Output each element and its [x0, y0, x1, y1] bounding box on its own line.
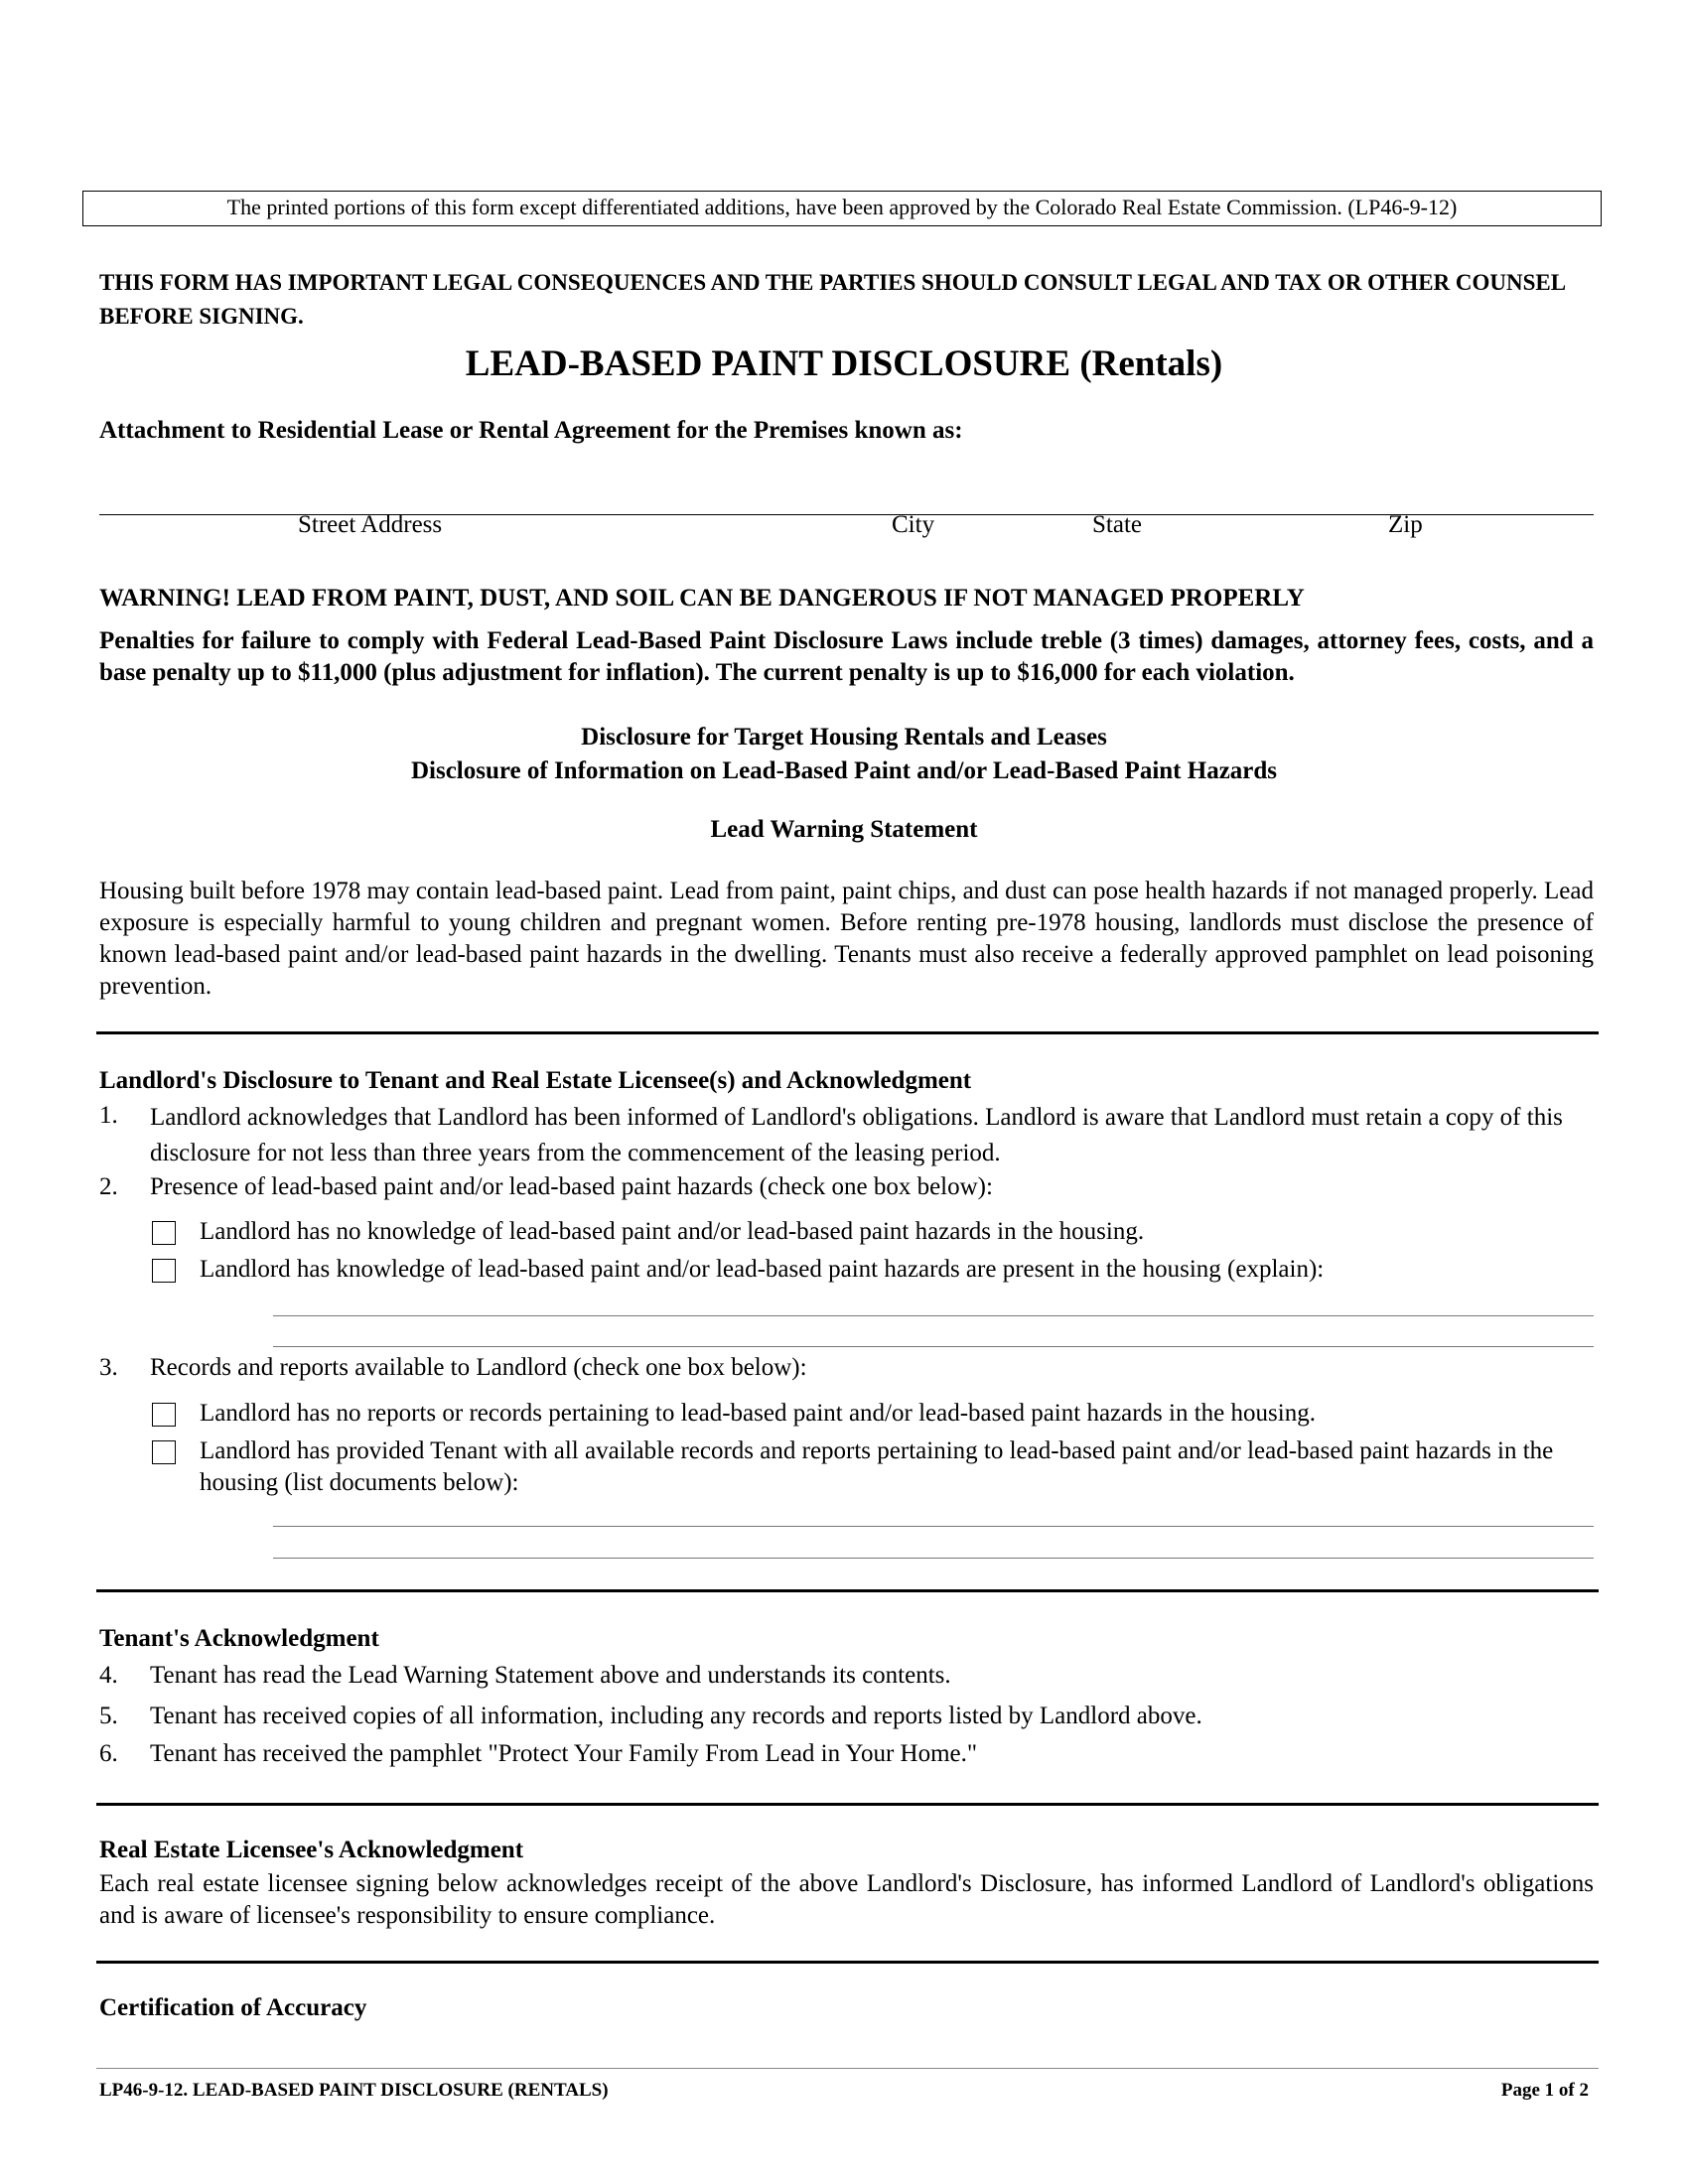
section-divider	[96, 1803, 1599, 1806]
item-number: 5.	[99, 1703, 118, 1729]
approval-notice: The printed portions of this form except differentiated additions, have been approved by the Colorado Real Estate Commission. (LP46-9-12)	[82, 191, 1602, 226]
item-number: 6.	[99, 1740, 118, 1767]
city-label: City	[892, 511, 935, 538]
item-number: 2.	[99, 1173, 118, 1200]
provided-reports-checkbox[interactable]	[152, 1440, 176, 1464]
legal-warning: THIS FORM HAS IMPORTANT LEGAL CONSEQUENCES AND THE PARTIES SHOULD CONSULT LEGAL AND TAX OR OTHER COUNSEL BEFORE SIGNING.	[99, 270, 1565, 329]
state-label: State	[1092, 511, 1142, 538]
section-divider	[96, 1961, 1599, 1964]
page-title: LEAD-BASED PAINT DISCLOSURE (Rentals)	[465, 343, 1223, 384]
tenant-item-6-text: Tenant has received the pamphlet "Protect Your Family From Lead in Your Home."	[150, 1740, 978, 1767]
landlord-item-2-text: Presence of lead-based paint and/or lead-based paint hazards (check one box below):	[150, 1173, 993, 1200]
no-reports-label: Landlord has no reports or records pertaining to lead-based paint and/or lead-based paint hazards in the housing.	[200, 1400, 1316, 1427]
item-number: 1.	[99, 1102, 118, 1129]
footer-divider	[96, 2068, 1599, 2069]
penalties-text: Penalties for failure to comply with Federal Lead-Based Paint Disclosure Laws include treble (3 times) damages, attorney fees, costs, and a base penalty up to $11,000 (plus adjustment for inflation). The current penalty is up to $16,000 for each violation.	[99, 627, 1594, 686]
disclosure-heading-information: Disclosure of Information on Lead-Based Paint and/or Lead-Based Paint Hazards	[410, 757, 1278, 784]
landlord-item-3-text: Records and reports available to Landlord (check one box below):	[150, 1354, 807, 1381]
warning-headline: WARNING! LEAD FROM PAINT, DUST, AND SOIL CAN BE DANGEROUS IF NOT MANAGED PROPERLY	[99, 585, 1305, 612]
landlord-item-1-text: Landlord acknowledges that Landlord has been informed of Landlord's obligations. Landlord is aware that Landlord must retain a copy of this disclosure for not less than three years from the commencement of the leasing period.	[150, 1104, 1563, 1166]
has-knowledge-checkbox[interactable]	[152, 1259, 176, 1283]
lead-warning-statement-heading: Lead Warning Statement	[710, 816, 978, 843]
section-divider	[96, 1589, 1599, 1592]
no-reports-checkbox[interactable]	[152, 1403, 176, 1427]
has-knowledge-label: Landlord has knowledge of lead-based paint and/or lead-based paint hazards are present in the housing (explain):	[200, 1256, 1325, 1283]
lead-warning-statement-text: Housing built before 1978 may contain lead-based paint. Lead from paint, paint chips, and dust can pose health hazards if not managed properly. Lead exposure is especially harmful to young children and pregnant women. Before renting pre-1978 housing, landlords must disclose the presence of known lead-based paint and/or lead-based paint hazards in the dwelling. Tenants must also receive a federally approved pamphlet on lead poisoning prevention.	[99, 878, 1594, 1000]
street-address-label: Street Address	[298, 511, 443, 538]
section-divider	[96, 1031, 1599, 1034]
footer-page-number: Page 1 of 2	[1500, 2080, 1589, 2101]
landlord-disclosure-heading: Landlord's Disclosure to Tenant and Real Estate Licensee(s) and Acknowledgment	[99, 1067, 972, 1094]
certification-heading: Certification of Accuracy	[99, 1994, 367, 2021]
explain-line-2[interactable]	[273, 1346, 1594, 1347]
no-knowledge-checkbox[interactable]	[152, 1221, 176, 1245]
licensee-acknowledgment-text: Each real estate licensee signing below acknowledges receipt of the above Landlord's Disclosure, has informed Landlord of Landlord's obligations and is aware of licensee's responsibility to ensure compliance.	[99, 1870, 1594, 1929]
licensee-acknowledgment-heading: Real Estate Licensee's Acknowledgment	[99, 1837, 524, 1863]
provided-reports-label: Landlord has provided Tenant with all available records and reports pertaining to lead-based paint and/or lead-based paint hazards in the housing (list documents below):	[200, 1437, 1554, 1496]
disclosure-heading-rentals: Disclosure for Target Housing Rentals and Leases	[581, 724, 1107, 751]
no-knowledge-label: Landlord has no knowledge of lead-based paint and/or lead-based paint hazards in the housing.	[200, 1218, 1145, 1245]
explain-line-1[interactable]	[273, 1315, 1594, 1316]
documents-line-1[interactable]	[273, 1526, 1594, 1527]
item-number: 3.	[99, 1354, 118, 1381]
documents-line-2[interactable]	[273, 1558, 1594, 1559]
attachment-line: Attachment to Residential Lease or Rental Agreement for the Premises known as:	[99, 417, 963, 444]
zip-label: Zip	[1388, 511, 1423, 538]
tenant-item-4-text: Tenant has read the Lead Warning Statement above and understands its contents.	[150, 1662, 951, 1689]
footer-form-id: LP46-9-12. LEAD-BASED PAINT DISCLOSURE (RENTALS)	[99, 2080, 609, 2101]
item-number: 4.	[99, 1662, 118, 1689]
tenant-acknowledgment-heading: Tenant's Acknowledgment	[99, 1625, 379, 1652]
tenant-item-5-text: Tenant has received copies of all information, including any records and reports listed by Landlord above.	[150, 1703, 1202, 1729]
